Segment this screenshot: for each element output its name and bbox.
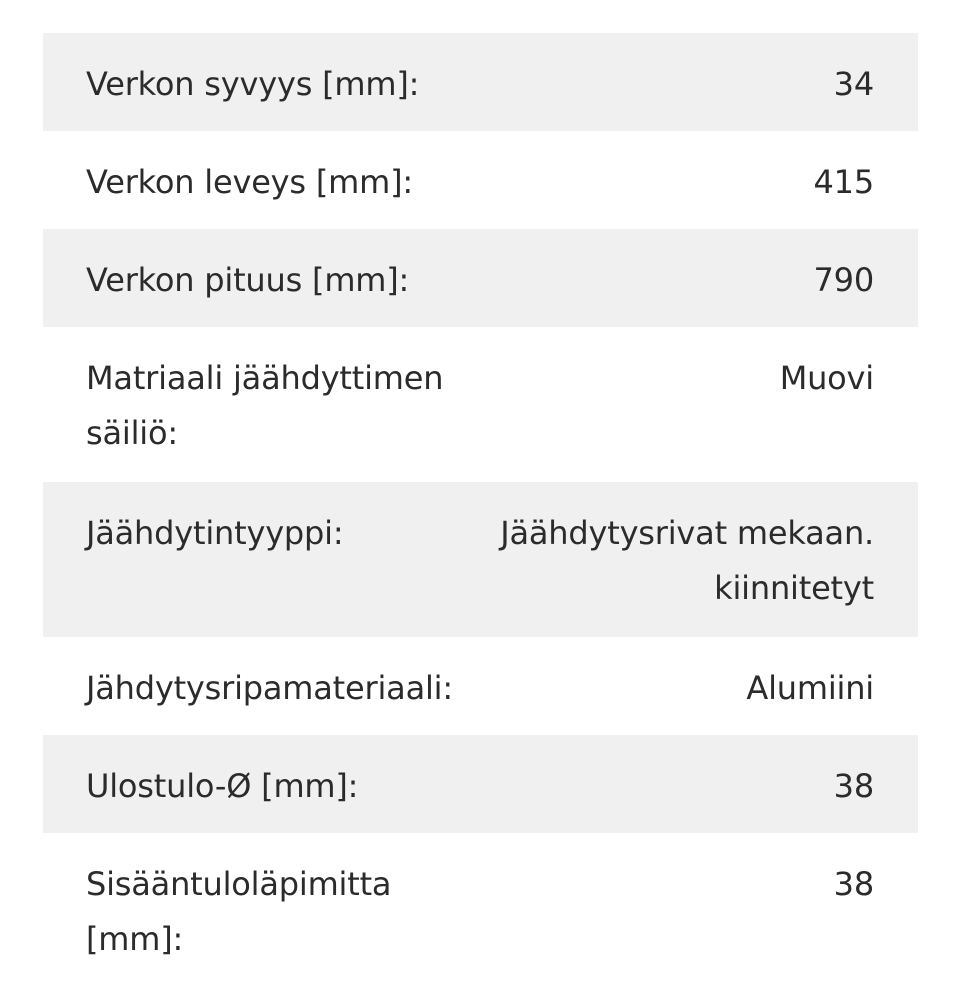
spec-label: Verkon syvyys [mm]: (86, 65, 420, 103)
spec-label: Ulostulo-Ø [mm]: (86, 767, 359, 805)
spec-label: Jähdytysripamateriaali: (86, 669, 453, 707)
spec-value: 790 (813, 261, 874, 299)
spec-table (43, 33, 918, 988)
spec-row (43, 327, 918, 482)
spec-value: Alumiini (746, 669, 874, 707)
spec-value: 38 (833, 767, 874, 805)
spec-label: Matriaali jäähdyttimen säiliö: (86, 359, 444, 452)
spec-row (43, 229, 918, 327)
spec-label: Verkon pituus [mm]: (86, 261, 410, 299)
spec-value: Jäähdytysrivat mekaan. kiinnitetyt (500, 514, 874, 607)
spec-row (43, 637, 918, 735)
spec-row (43, 482, 918, 637)
spec-value: 38 (833, 865, 874, 903)
spec-value: 34 (833, 65, 874, 103)
spec-row (43, 131, 918, 229)
spec-row (43, 735, 918, 833)
spec-label: Sisääntuloläpimitta [mm]: (86, 865, 392, 958)
spec-label: Jäähdytintyyppi: (86, 514, 344, 552)
spec-value: 415 (813, 163, 874, 201)
spec-row (43, 33, 918, 131)
spec-row (43, 833, 918, 988)
spec-label: Verkon leveys [mm]: (86, 163, 413, 201)
spec-value: Muovi (779, 359, 874, 397)
